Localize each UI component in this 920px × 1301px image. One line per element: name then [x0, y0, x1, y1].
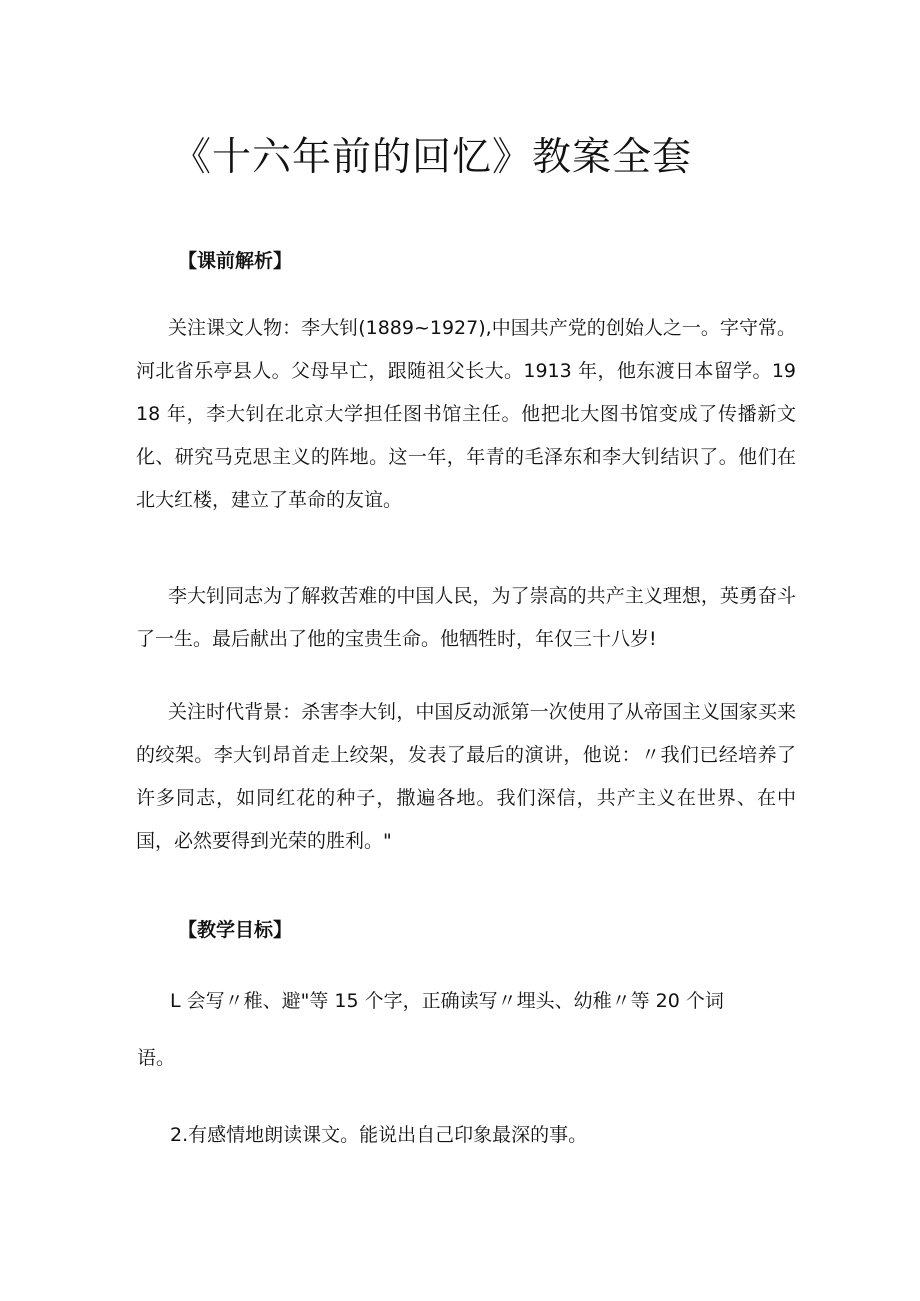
- goal-item-2: 2.有感情地朗读课文。能说出自己印象最深的事。: [170, 1124, 588, 1146]
- section-heading-teaching-goals: 【教学目标】: [178, 919, 293, 941]
- goal-item-1-line-2: 语。: [137, 1047, 176, 1069]
- paragraph-sacrifice: 李大钊同志为了解救苦难的中国人民，为了崇高的共产主义理想，英勇奋斗了一生。最后献出了他的宝贵生命。他牺牲时，年仅三十八岁!: [136, 585, 796, 650]
- goal-item-1-line-1: L 会写〃稚、避"等 15 个字，正确读写〃埋头、幼稚〃等 20 个词: [170, 990, 724, 1012]
- document-title: 《十六年前的回忆》教案全套: [172, 135, 693, 180]
- paragraph-character-intro: 关注课文人物：李大钊(1889~1927),中国共产党的创始人之一。字守常。河北省乐亭县人。父母早亡，跟随祖父长大。1913 年，他东渡日本留学。1918 年，李大钊在北京大学担任图书馆主任。他把北大图书馆变成了传播新文化、研究马克思主义的阵地。这一年，年青的毛泽东和李大钊结识了。他们在北大红楼，建立了革命的友谊。: [136, 317, 796, 511]
- section-heading-pre-class: 【课前解析】: [178, 250, 293, 272]
- paragraph-historical-background: 关注时代背景：杀害李大钊，中国反动派第一次使用了从帝国主义国家买来的绞架。李大钊昂首走上绞架，发表了最后的演讲，他说：〃我们已经培养了许多同志，如同红花的种子，撒遍各地。我们深信，共产主义在世界、在中国，必然要得到光荣的胜利。": [136, 701, 796, 852]
